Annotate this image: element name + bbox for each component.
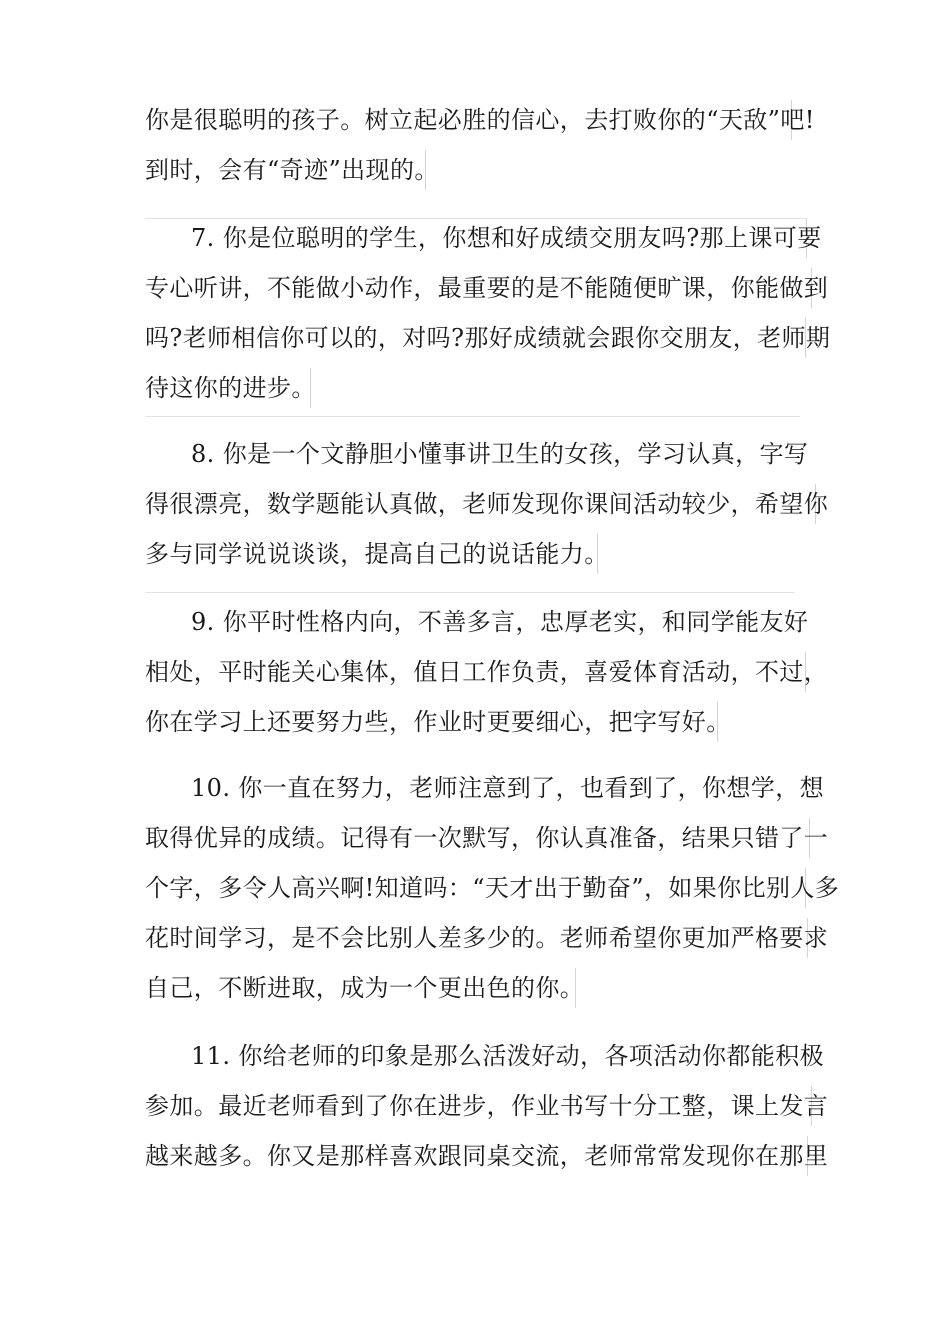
paragraph-line: 个字，多令人高兴啊!知道吗：“天才出于勤奋”，如果你比别人多 xyxy=(145,868,806,908)
paragraph-line: 越来越多。你又是那样喜欢跟同桌交流，老师常常发现你在那里 xyxy=(145,1136,808,1176)
paragraph-line: 参加。最近老师看到了你在进步，作业书写十分工整，课上发言 xyxy=(145,1086,812,1126)
paragraph-line: 自己，不断进取，成为一个更出色的你。 xyxy=(145,968,576,1008)
paragraph-line: 多与同学说说谈谈，提高自己的说话能力。 xyxy=(145,534,598,574)
paragraph-line: 你在学习上还要努力些，作业时更要细心，把字写好。 xyxy=(145,702,718,742)
paragraph-line: 得很漂亮，数学题能认真做，老师发现你课间活动较少，希望你 xyxy=(145,484,816,524)
paragraph-line: 8. 你是一个文静胆小懂事讲卫生的女孩，学习认真，字写 xyxy=(191,440,809,468)
paragraph-line: 花时间学习，是不会比别人差多少的。老师希望你更加严格要求 xyxy=(145,918,808,958)
paragraph-rule xyxy=(145,592,795,593)
paragraph-rule xyxy=(145,416,800,417)
paragraph-line: 专心听讲，不能做小动作，最重要的是不能随便旷课，你能做到 xyxy=(145,268,812,308)
paragraph-line: 你是很聪明的孩子。树立起必胜的信心，去打败你的“天敌”吧! xyxy=(145,100,792,140)
paragraph-line: 吗?老师相信你可以的，对吗?那好成绩就会跟你交朋友，老师期 xyxy=(145,318,806,358)
paragraph-line: 11. 你给老师的印象是那么活泼好动，各项活动你都能积极 xyxy=(191,1042,824,1070)
paragraph-line: 取得优异的成绩。记得有一次默写，你认真准备，结果只错了一 xyxy=(145,818,810,858)
paragraph-line: 10. 你一直在努力，老师注意到了，也看到了，你想学，想 xyxy=(191,774,824,802)
paragraph-line: 7. 你是位聪明的学生，你想和好成绩交朋友吗?那上课可要 xyxy=(145,218,807,258)
paragraph-line: 相处，平时能关心集体，值日工作负责，喜爱体育活动，不过， xyxy=(145,652,806,692)
paragraph-line: 到时，会有“奇迹”出现的。 xyxy=(145,150,426,190)
paragraph-line: 9. 你平时性格内向，不善多言，忠厚老实，和同学能友好 xyxy=(191,608,809,636)
paragraph-line: 待这你的进步。 xyxy=(145,368,311,408)
